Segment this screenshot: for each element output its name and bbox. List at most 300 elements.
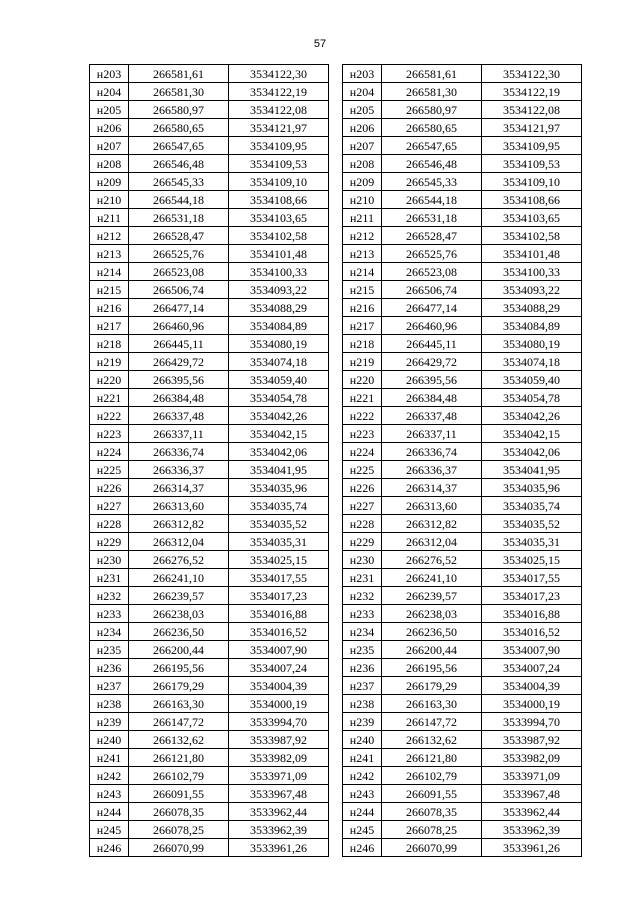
- point-id-cell: н218: [343, 335, 382, 353]
- point-id-cell: н239: [90, 713, 129, 731]
- point-id-cell: н243: [343, 785, 382, 803]
- point-id-cell: н206: [90, 119, 129, 137]
- y-coordinate-cell: 3534108,66: [229, 191, 329, 209]
- x-coordinate-cell: 266147,72: [129, 713, 229, 731]
- x-coordinate-cell: 266525,76: [382, 245, 482, 263]
- table-row: [90, 659, 329, 677]
- point-id-cell: н232: [90, 587, 129, 605]
- table-row: [343, 317, 582, 335]
- point-id-cell: н203: [90, 65, 129, 83]
- y-coordinate-cell: 3533962,44: [482, 803, 582, 821]
- x-coordinate-cell: 266078,35: [382, 803, 482, 821]
- y-coordinate-cell: 3533961,26: [229, 839, 329, 857]
- table-row: [343, 83, 582, 101]
- y-coordinate-cell: 3534041,95: [482, 461, 582, 479]
- y-coordinate-cell: 3534109,10: [229, 173, 329, 191]
- x-coordinate-cell: 266580,97: [382, 101, 482, 119]
- table-row: [343, 587, 582, 605]
- y-coordinate-cell: 3534035,52: [482, 515, 582, 533]
- table-row: [90, 551, 329, 569]
- y-coordinate-cell: 3534084,89: [482, 317, 582, 335]
- x-coordinate-cell: 266544,18: [382, 191, 482, 209]
- x-coordinate-cell: 266395,56: [382, 371, 482, 389]
- y-coordinate-cell: 3534080,19: [229, 335, 329, 353]
- table-row: [343, 389, 582, 407]
- table-row: [343, 101, 582, 119]
- x-coordinate-cell: 266445,11: [382, 335, 482, 353]
- x-coordinate-cell: 266314,37: [129, 479, 229, 497]
- y-coordinate-cell: 3534121,97: [482, 119, 582, 137]
- x-coordinate-cell: 266091,55: [129, 785, 229, 803]
- point-id-cell: н215: [343, 281, 382, 299]
- x-coordinate-cell: 266528,47: [129, 227, 229, 245]
- table-row: [90, 587, 329, 605]
- table-row: [90, 371, 329, 389]
- y-coordinate-cell: 3534042,06: [482, 443, 582, 461]
- table-row: [343, 227, 582, 245]
- point-id-cell: н217: [343, 317, 382, 335]
- y-coordinate-cell: 3534035,31: [229, 533, 329, 551]
- y-coordinate-cell: 3533994,70: [229, 713, 329, 731]
- table-row: [343, 515, 582, 533]
- y-coordinate-cell: 3534059,40: [229, 371, 329, 389]
- x-coordinate-cell: 266239,57: [129, 587, 229, 605]
- table-row: [90, 515, 329, 533]
- table-row: [90, 425, 329, 443]
- point-id-cell: н204: [90, 83, 129, 101]
- x-coordinate-cell: 266445,11: [129, 335, 229, 353]
- point-id-cell: н212: [90, 227, 129, 245]
- table-row: [343, 191, 582, 209]
- y-coordinate-cell: 3533962,44: [229, 803, 329, 821]
- x-coordinate-cell: 266477,14: [382, 299, 482, 317]
- point-id-cell: н209: [90, 173, 129, 191]
- point-id-cell: н205: [90, 101, 129, 119]
- y-coordinate-cell: 3534059,40: [482, 371, 582, 389]
- point-id-cell: н214: [343, 263, 382, 281]
- point-id-cell: н217: [90, 317, 129, 335]
- point-id-cell: н211: [343, 209, 382, 227]
- point-id-cell: н234: [90, 623, 129, 641]
- point-id-cell: н238: [343, 695, 382, 713]
- x-coordinate-cell: 266102,79: [382, 767, 482, 785]
- y-coordinate-cell: 3534122,19: [229, 83, 329, 101]
- y-coordinate-cell: 3534109,10: [482, 173, 582, 191]
- table-row: [343, 803, 582, 821]
- x-coordinate-cell: 266581,30: [129, 83, 229, 101]
- point-id-cell: н246: [90, 839, 129, 857]
- x-coordinate-cell: 266337,48: [382, 407, 482, 425]
- y-coordinate-cell: 3534016,88: [229, 605, 329, 623]
- table-row: [343, 299, 582, 317]
- x-coordinate-cell: 266547,65: [382, 137, 482, 155]
- table-row: [90, 101, 329, 119]
- x-coordinate-cell: 266078,35: [129, 803, 229, 821]
- table-row: [343, 533, 582, 551]
- point-id-cell: н216: [90, 299, 129, 317]
- table-row: [90, 569, 329, 587]
- point-id-cell: н218: [90, 335, 129, 353]
- y-coordinate-cell: 3534109,53: [229, 155, 329, 173]
- table-row: [90, 731, 329, 749]
- y-coordinate-cell: 3534103,65: [229, 209, 329, 227]
- x-coordinate-cell: 266236,50: [382, 623, 482, 641]
- y-coordinate-cell: 3533961,26: [482, 839, 582, 857]
- x-coordinate-cell: 266236,50: [129, 623, 229, 641]
- point-id-cell: н242: [90, 767, 129, 785]
- x-coordinate-cell: 266312,82: [382, 515, 482, 533]
- x-coordinate-cell: 266147,72: [382, 713, 482, 731]
- point-id-cell: н225: [90, 461, 129, 479]
- y-coordinate-cell: 3533982,09: [482, 749, 582, 767]
- y-coordinate-cell: 3534004,39: [482, 677, 582, 695]
- y-coordinate-cell: 3534017,23: [229, 587, 329, 605]
- table-row: [90, 209, 329, 227]
- x-coordinate-cell: 266523,08: [129, 263, 229, 281]
- x-coordinate-cell: 266078,25: [382, 821, 482, 839]
- y-coordinate-cell: 3534035,74: [482, 497, 582, 515]
- table-row: [343, 659, 582, 677]
- y-coordinate-cell: 3534121,97: [229, 119, 329, 137]
- x-coordinate-cell: 266276,52: [382, 551, 482, 569]
- x-coordinate-cell: 266580,65: [382, 119, 482, 137]
- table-row: [343, 479, 582, 497]
- point-id-cell: н221: [90, 389, 129, 407]
- y-coordinate-cell: 3534035,74: [229, 497, 329, 515]
- table-row: [90, 713, 329, 731]
- y-coordinate-cell: 3534102,58: [482, 227, 582, 245]
- y-coordinate-cell: 3534084,89: [229, 317, 329, 335]
- table-row: [90, 389, 329, 407]
- point-id-cell: н212: [343, 227, 382, 245]
- x-coordinate-cell: 266460,96: [382, 317, 482, 335]
- table-row: [90, 803, 329, 821]
- table-row: [90, 767, 329, 785]
- y-coordinate-cell: 3534122,30: [482, 65, 582, 83]
- point-id-cell: н213: [90, 245, 129, 263]
- y-coordinate-cell: 3534101,48: [229, 245, 329, 263]
- y-coordinate-cell: 3534122,08: [229, 101, 329, 119]
- table-row: [343, 839, 582, 857]
- table-row: [343, 425, 582, 443]
- point-id-cell: н219: [343, 353, 382, 371]
- y-coordinate-cell: 3534088,29: [482, 299, 582, 317]
- y-coordinate-cell: 3533994,70: [482, 713, 582, 731]
- table-row: [90, 263, 329, 281]
- table-row: [90, 227, 329, 245]
- x-coordinate-cell: 266179,29: [382, 677, 482, 695]
- x-coordinate-cell: 266070,99: [382, 839, 482, 857]
- x-coordinate-cell: 266506,74: [129, 281, 229, 299]
- point-id-cell: н207: [90, 137, 129, 155]
- point-id-cell: н244: [90, 803, 129, 821]
- table-row: [90, 317, 329, 335]
- x-coordinate-cell: 266179,29: [129, 677, 229, 695]
- x-coordinate-cell: 266336,37: [382, 461, 482, 479]
- point-id-cell: н220: [90, 371, 129, 389]
- point-id-cell: н244: [343, 803, 382, 821]
- table-row: [90, 533, 329, 551]
- table-row: [90, 335, 329, 353]
- table-row: [343, 371, 582, 389]
- x-coordinate-cell: 266506,74: [382, 281, 482, 299]
- y-coordinate-cell: 3534042,26: [229, 407, 329, 425]
- x-coordinate-cell: 266239,57: [382, 587, 482, 605]
- x-coordinate-cell: 266102,79: [129, 767, 229, 785]
- point-id-cell: н238: [90, 695, 129, 713]
- y-coordinate-cell: 3534016,52: [229, 623, 329, 641]
- point-id-cell: н227: [343, 497, 382, 515]
- y-coordinate-cell: 3534122,08: [482, 101, 582, 119]
- y-coordinate-cell: 3534109,53: [482, 155, 582, 173]
- x-coordinate-cell: 266336,74: [129, 443, 229, 461]
- x-coordinate-cell: 266547,65: [129, 137, 229, 155]
- y-coordinate-cell: 3534054,78: [482, 389, 582, 407]
- y-coordinate-cell: 3534042,15: [229, 425, 329, 443]
- x-coordinate-cell: 266195,56: [129, 659, 229, 677]
- table-row: [90, 83, 329, 101]
- y-coordinate-cell: 3534109,95: [482, 137, 582, 155]
- table-row: [343, 173, 582, 191]
- point-id-cell: н209: [343, 173, 382, 191]
- table-row: [343, 443, 582, 461]
- table-row: [343, 695, 582, 713]
- y-coordinate-cell: 3534035,96: [229, 479, 329, 497]
- point-id-cell: н235: [343, 641, 382, 659]
- y-coordinate-cell: 3534101,48: [482, 245, 582, 263]
- y-coordinate-cell: 3534122,19: [482, 83, 582, 101]
- point-id-cell: н226: [90, 479, 129, 497]
- x-coordinate-cell: 266195,56: [382, 659, 482, 677]
- x-coordinate-cell: 266337,11: [382, 425, 482, 443]
- table-row: [343, 353, 582, 371]
- y-coordinate-cell: 3534102,58: [229, 227, 329, 245]
- point-id-cell: н222: [90, 407, 129, 425]
- point-id-cell: н236: [90, 659, 129, 677]
- point-id-cell: н232: [343, 587, 382, 605]
- point-id-cell: н241: [90, 749, 129, 767]
- table-row: [90, 173, 329, 191]
- table-row: [90, 353, 329, 371]
- point-id-cell: н231: [90, 569, 129, 587]
- x-coordinate-cell: 266312,04: [129, 533, 229, 551]
- x-coordinate-cell: 266163,30: [129, 695, 229, 713]
- y-coordinate-cell: 3534016,52: [482, 623, 582, 641]
- point-id-cell: н242: [343, 767, 382, 785]
- x-coordinate-cell: 266238,03: [129, 605, 229, 623]
- point-id-cell: н239: [343, 713, 382, 731]
- y-coordinate-cell: 3533987,92: [482, 731, 582, 749]
- table-row: [343, 461, 582, 479]
- y-coordinate-cell: 3534042,06: [229, 443, 329, 461]
- x-coordinate-cell: 266384,48: [129, 389, 229, 407]
- point-id-cell: н245: [343, 821, 382, 839]
- y-coordinate-cell: 3534025,15: [229, 551, 329, 569]
- x-coordinate-cell: 266241,10: [382, 569, 482, 587]
- point-id-cell: н243: [90, 785, 129, 803]
- y-coordinate-cell: 3534108,66: [482, 191, 582, 209]
- table-row: [343, 731, 582, 749]
- x-coordinate-cell: 266132,62: [129, 731, 229, 749]
- y-coordinate-cell: 3533987,92: [229, 731, 329, 749]
- point-id-cell: н203: [343, 65, 382, 83]
- point-id-cell: н214: [90, 263, 129, 281]
- y-coordinate-cell: 3534025,15: [482, 551, 582, 569]
- point-id-cell: н231: [343, 569, 382, 587]
- y-coordinate-cell: 3534000,19: [482, 695, 582, 713]
- x-coordinate-cell: 266531,18: [382, 209, 482, 227]
- table-row: [343, 677, 582, 695]
- y-coordinate-cell: 3534074,18: [229, 353, 329, 371]
- table-row: [90, 641, 329, 659]
- x-coordinate-cell: 266460,96: [129, 317, 229, 335]
- coordinates-table-left: [89, 64, 329, 857]
- y-coordinate-cell: 3534074,18: [482, 353, 582, 371]
- point-id-cell: н223: [90, 425, 129, 443]
- x-coordinate-cell: 266384,48: [382, 389, 482, 407]
- table-row: [90, 281, 329, 299]
- y-coordinate-cell: 3534017,55: [482, 569, 582, 587]
- y-coordinate-cell: 3534122,30: [229, 65, 329, 83]
- y-coordinate-cell: 3534016,88: [482, 605, 582, 623]
- x-coordinate-cell: 266312,04: [382, 533, 482, 551]
- x-coordinate-cell: 266337,48: [129, 407, 229, 425]
- x-coordinate-cell: 266238,03: [382, 605, 482, 623]
- point-id-cell: н224: [343, 443, 382, 461]
- table-row: [343, 605, 582, 623]
- point-id-cell: н204: [343, 83, 382, 101]
- table-row: [343, 155, 582, 173]
- point-id-cell: н236: [343, 659, 382, 677]
- table-row: [90, 443, 329, 461]
- point-id-cell: н227: [90, 497, 129, 515]
- y-coordinate-cell: 3534100,33: [229, 263, 329, 281]
- x-coordinate-cell: 266200,44: [382, 641, 482, 659]
- point-id-cell: н240: [343, 731, 382, 749]
- y-coordinate-cell: 3533962,39: [229, 821, 329, 839]
- table-row: [343, 335, 582, 353]
- y-coordinate-cell: 3534088,29: [229, 299, 329, 317]
- point-id-cell: н229: [343, 533, 382, 551]
- table-row: [343, 65, 582, 83]
- x-coordinate-cell: 266581,61: [129, 65, 229, 83]
- x-coordinate-cell: 266580,97: [129, 101, 229, 119]
- x-coordinate-cell: 266544,18: [129, 191, 229, 209]
- point-id-cell: н208: [90, 155, 129, 173]
- point-id-cell: н205: [343, 101, 382, 119]
- point-id-cell: н207: [343, 137, 382, 155]
- table-row: [90, 605, 329, 623]
- table-row: [343, 821, 582, 839]
- point-id-cell: н228: [90, 515, 129, 533]
- point-id-cell: н240: [90, 731, 129, 749]
- point-id-cell: н246: [343, 839, 382, 857]
- x-coordinate-cell: 266313,60: [129, 497, 229, 515]
- page-number: 57: [313, 38, 327, 50]
- table-row: [343, 749, 582, 767]
- point-id-cell: н223: [343, 425, 382, 443]
- x-coordinate-cell: 266545,33: [129, 173, 229, 191]
- point-id-cell: н222: [343, 407, 382, 425]
- y-coordinate-cell: 3534007,90: [482, 641, 582, 659]
- x-coordinate-cell: 266070,99: [129, 839, 229, 857]
- table-row: [343, 209, 582, 227]
- x-coordinate-cell: 266546,48: [129, 155, 229, 173]
- table-row: [90, 839, 329, 857]
- point-id-cell: н215: [90, 281, 129, 299]
- x-coordinate-cell: 266580,65: [129, 119, 229, 137]
- point-id-cell: н220: [343, 371, 382, 389]
- x-coordinate-cell: 266121,80: [129, 749, 229, 767]
- table-row: [343, 281, 582, 299]
- table-row: [90, 479, 329, 497]
- point-id-cell: н225: [343, 461, 382, 479]
- point-id-cell: н221: [343, 389, 382, 407]
- table-row: [90, 245, 329, 263]
- point-id-cell: н230: [343, 551, 382, 569]
- x-coordinate-cell: 266545,33: [382, 173, 482, 191]
- table-row: [343, 407, 582, 425]
- point-id-cell: н233: [343, 605, 382, 623]
- y-coordinate-cell: 3534007,90: [229, 641, 329, 659]
- x-coordinate-cell: 266528,47: [382, 227, 482, 245]
- y-coordinate-cell: 3534042,26: [482, 407, 582, 425]
- x-coordinate-cell: 266121,80: [382, 749, 482, 767]
- y-coordinate-cell: 3534004,39: [229, 677, 329, 695]
- table-row: [90, 119, 329, 137]
- table-row: [343, 245, 582, 263]
- point-id-cell: н208: [343, 155, 382, 173]
- x-coordinate-cell: 266163,30: [382, 695, 482, 713]
- point-id-cell: н219: [90, 353, 129, 371]
- x-coordinate-cell: 266337,11: [129, 425, 229, 443]
- table-row: [343, 497, 582, 515]
- point-id-cell: н237: [343, 677, 382, 695]
- table-row: [343, 641, 582, 659]
- table-row: [343, 569, 582, 587]
- y-coordinate-cell: 3534007,24: [229, 659, 329, 677]
- point-id-cell: н241: [343, 749, 382, 767]
- point-id-cell: н213: [343, 245, 382, 263]
- y-coordinate-cell: 3534017,55: [229, 569, 329, 587]
- point-id-cell: н235: [90, 641, 129, 659]
- y-coordinate-cell: 3534035,31: [482, 533, 582, 551]
- y-coordinate-cell: 3534080,19: [482, 335, 582, 353]
- point-id-cell: н210: [343, 191, 382, 209]
- table-row: [343, 785, 582, 803]
- x-coordinate-cell: 266429,72: [382, 353, 482, 371]
- y-coordinate-cell: 3534093,22: [229, 281, 329, 299]
- table-row: [90, 785, 329, 803]
- table-row: [343, 137, 582, 155]
- x-coordinate-cell: 266241,10: [129, 569, 229, 587]
- table-row: [90, 821, 329, 839]
- x-coordinate-cell: 266091,55: [382, 785, 482, 803]
- x-coordinate-cell: 266531,18: [129, 209, 229, 227]
- point-id-cell: н237: [90, 677, 129, 695]
- x-coordinate-cell: 266313,60: [382, 497, 482, 515]
- x-coordinate-cell: 266523,08: [382, 263, 482, 281]
- point-id-cell: н211: [90, 209, 129, 227]
- point-id-cell: н224: [90, 443, 129, 461]
- x-coordinate-cell: 266395,56: [129, 371, 229, 389]
- point-id-cell: н210: [90, 191, 129, 209]
- point-id-cell: н234: [343, 623, 382, 641]
- point-id-cell: н230: [90, 551, 129, 569]
- x-coordinate-cell: 266312,82: [129, 515, 229, 533]
- table-row: [90, 623, 329, 641]
- y-coordinate-cell: 3534100,33: [482, 263, 582, 281]
